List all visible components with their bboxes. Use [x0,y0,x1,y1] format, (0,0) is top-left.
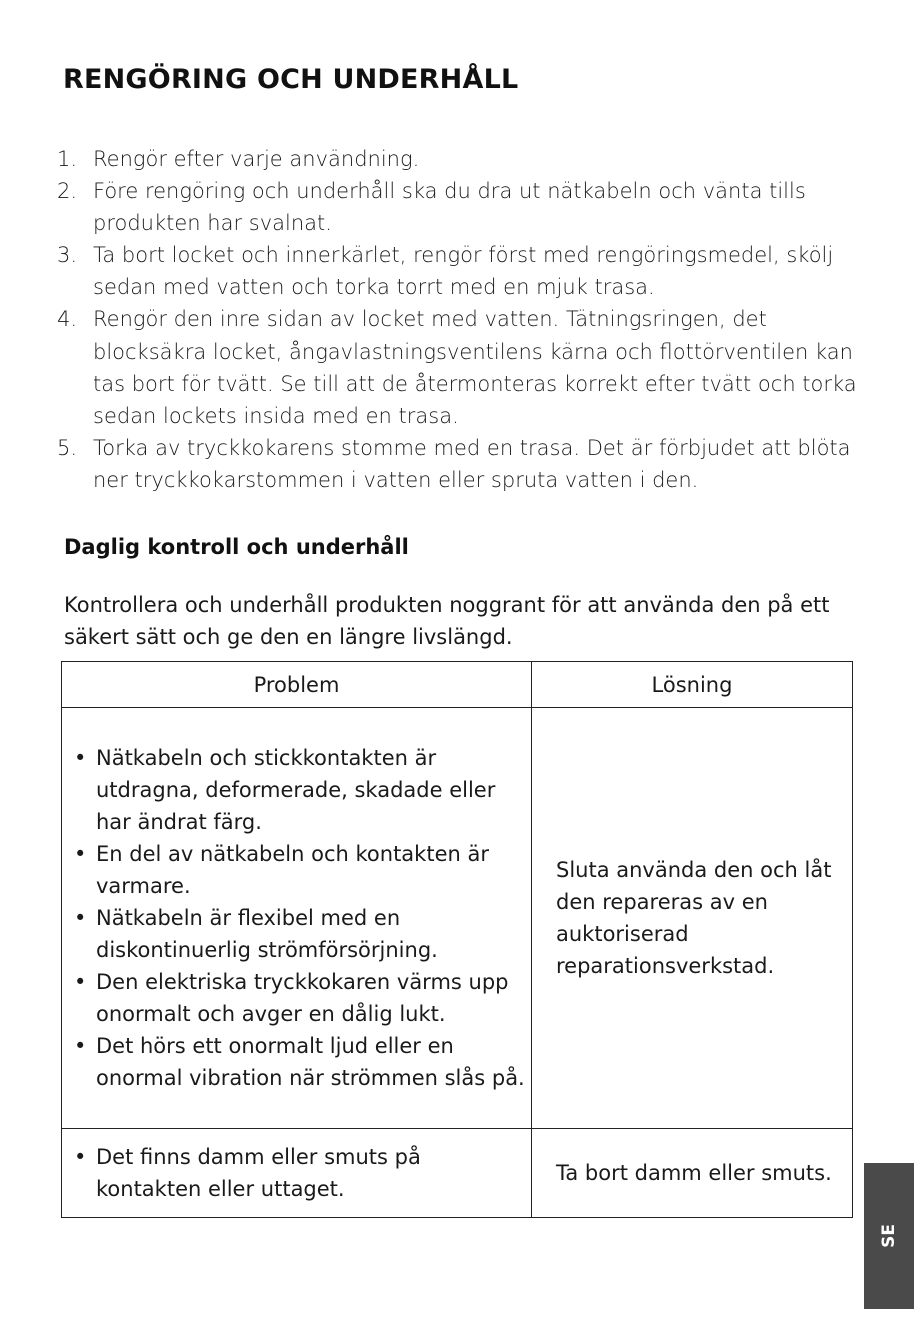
problem-item: • Den elektriska tryckkokaren värms upp onormalt och avger en dålig lukt. [96,966,531,1030]
step-number: 3. [57,243,78,268]
step-number: 4. [57,307,78,332]
step-item [57,303,857,431]
solution-cell: Sluta använda den och låt den repareras av en auktoriserad reparationsverkstad. [532,708,853,1129]
problem-list [62,730,531,1106]
solution-cell: Ta bort damm eller smuts. [532,1129,853,1218]
step-item [57,239,857,303]
section-intro: Kontrollera och underhåll produkten noggrant för att använda den på ett säkert sätt och ge den en längre livslängd. [64,593,830,649]
step-item [57,175,857,239]
step-text: Ta bort locket och innerkärlet, rengör först med rengöringsmedel, skölj sedan med vatten och torka torrt med en mjuk trasa. [93,243,834,300]
table-row [62,1129,853,1218]
problem-list [62,1129,531,1217]
section-heading: Daglig kontroll och underhåll [64,535,409,559]
problem-cell [62,708,532,1129]
page-title: RENGÖRING OCH UNDERHÅLL [63,64,519,95]
step-item [57,143,857,175]
problem-item: • En del av nätkabeln och kontakten är varmare. [96,838,531,902]
step-text: Före rengöring och underhåll ska du dra ut nätkabeln och vänta tills produkten har svalnat. [93,179,806,236]
step-text: Rengör den inre sidan av locket med vatten. Tätningsringen, det blocksäkra locket, ångavlastningsventilens kärna och flottörventilen kan tas bort för tvätt. Se till att de återmonteras korrekt efter tvätt och torka sedan lockets insida med en trasa. [93,307,857,428]
cleaning-steps-list [57,143,857,496]
step-text: Rengör efter varje användning. [93,147,420,171]
maintenance-table [61,661,853,1218]
problem-item: • Nätkabeln är flexibel med en diskontinuerlig strömförsörjning. [96,902,531,966]
step-text: Torka av tryckkokarens stomme med en trasa. Det är förbjudet att blöta ner tryckkokarstommen i vatten eller spruta vatten i den. [93,435,851,492]
problem-item: • Nätkabeln och stickkontakten är utdragna, deformerade, skadade eller har ändrat färg. [96,742,531,838]
problem-item: • Det hörs ett onormalt ljud eller en onormal vibration när strömmen slås på. [96,1030,531,1094]
language-tab [864,1163,914,1309]
problem-cell [62,1129,532,1218]
problem-column-header: Problem [62,662,532,708]
table-header-row [62,662,853,708]
language-tab-label: SE [879,1224,899,1248]
step-number: 1. [57,147,78,171]
step-item [57,432,857,496]
solution-column-header: Lösning [532,662,853,708]
problem-item: • Det finns damm eller smuts på kontakten eller uttaget. [96,1141,531,1205]
step-number: 5. [57,435,78,460]
table-row [62,708,853,1129]
step-number: 2. [57,179,78,204]
